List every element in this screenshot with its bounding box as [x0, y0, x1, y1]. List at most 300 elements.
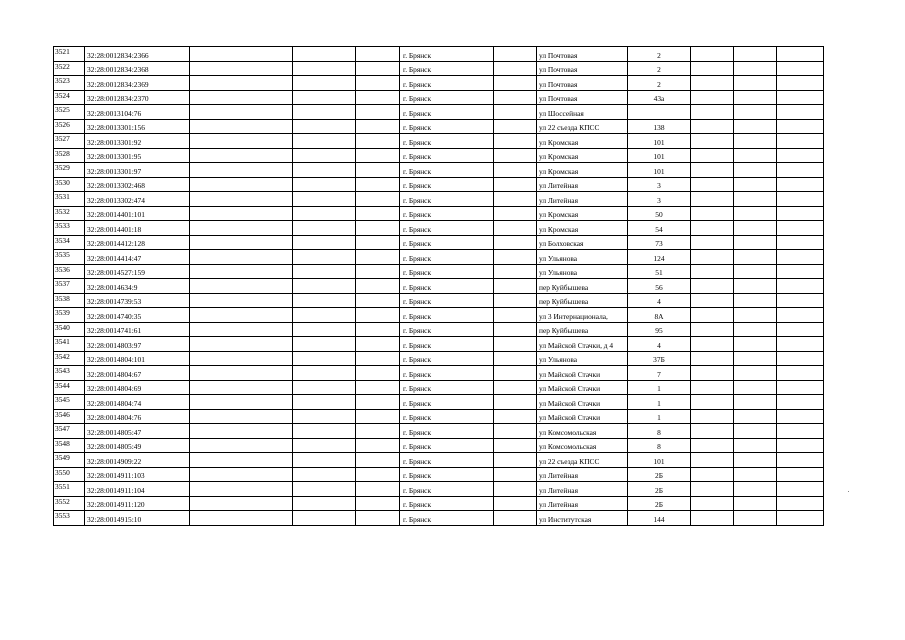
empty-cell — [691, 424, 734, 439]
empty-cell — [356, 395, 400, 410]
house-number: 43а — [628, 90, 691, 105]
table-row — [54, 76, 824, 91]
empty-cell — [293, 482, 356, 497]
locality: г. Брянск — [400, 453, 494, 468]
empty-cell — [777, 409, 824, 424]
cadastral-number: 32:28:0013302:474 — [85, 192, 190, 207]
empty-cell — [734, 206, 777, 221]
cadastral-number: 32:28:0014804:74 — [85, 395, 190, 410]
empty-cell — [691, 337, 734, 352]
empty-cell — [356, 250, 400, 265]
house-number: 73 — [628, 235, 691, 250]
empty-cell — [190, 61, 293, 76]
cadastral-number: 32:28:0014739:53 — [85, 293, 190, 308]
empty-cell — [691, 511, 734, 526]
empty-cell — [293, 221, 356, 236]
cadastral-number: 32:28:0014634:9 — [85, 279, 190, 294]
empty-cell — [190, 119, 293, 134]
empty-cell — [777, 105, 824, 120]
table-row — [54, 148, 824, 163]
locality: г. Брянск — [400, 424, 494, 439]
street: ул Комсомольская — [537, 438, 628, 453]
table-row — [54, 380, 824, 395]
locality: г. Брянск — [400, 293, 494, 308]
empty-cell — [777, 148, 824, 163]
locality: г. Брянск — [400, 395, 494, 410]
row-number: 3542 — [54, 351, 85, 366]
street: ул Ульянова — [537, 250, 628, 265]
cadastral-number: 32:28:0014911:103 — [85, 467, 190, 482]
table-row — [54, 322, 824, 337]
row-number: 3530 — [54, 177, 85, 192]
table-row — [54, 366, 824, 381]
empty-cell — [777, 351, 824, 366]
row-number: 3526 — [54, 119, 85, 134]
table-row — [54, 453, 824, 468]
house-number: 56 — [628, 279, 691, 294]
empty-cell — [691, 177, 734, 192]
empty-cell — [356, 279, 400, 294]
empty-cell — [293, 293, 356, 308]
table-row — [54, 134, 824, 149]
empty-cell — [190, 105, 293, 120]
house-number: 7 — [628, 366, 691, 381]
empty-cell — [494, 206, 537, 221]
empty-cell — [356, 380, 400, 395]
table-row — [54, 47, 824, 62]
empty-cell — [734, 105, 777, 120]
empty-cell — [293, 496, 356, 511]
table-row — [54, 409, 824, 424]
empty-cell — [734, 264, 777, 279]
table-row — [54, 221, 824, 236]
empty-cell — [356, 47, 400, 62]
empty-cell — [494, 322, 537, 337]
house-number: 2 — [628, 47, 691, 62]
empty-cell — [293, 206, 356, 221]
table-row — [54, 90, 824, 105]
empty-cell — [190, 424, 293, 439]
empty-cell — [190, 395, 293, 410]
empty-cell — [293, 235, 356, 250]
locality: г. Брянск — [400, 337, 494, 352]
empty-cell — [777, 337, 824, 352]
locality: г. Брянск — [400, 264, 494, 279]
empty-cell — [494, 467, 537, 482]
row-number: 3532 — [54, 206, 85, 221]
row-number: 3535 — [54, 250, 85, 265]
empty-cell — [190, 90, 293, 105]
empty-cell — [734, 250, 777, 265]
empty-cell — [691, 453, 734, 468]
house-number: 138 — [628, 119, 691, 134]
empty-cell — [356, 235, 400, 250]
row-number: 3550 — [54, 467, 85, 482]
empty-cell — [777, 76, 824, 91]
cadastral-number: 32:28:0014803:97 — [85, 337, 190, 352]
empty-cell — [691, 163, 734, 178]
locality: г. Брянск — [400, 61, 494, 76]
empty-cell — [734, 308, 777, 323]
table-row — [54, 293, 824, 308]
table-row — [54, 206, 824, 221]
house-number: 50 — [628, 206, 691, 221]
row-number: 3537 — [54, 279, 85, 294]
locality: г. Брянск — [400, 177, 494, 192]
empty-cell — [494, 235, 537, 250]
empty-cell — [356, 511, 400, 526]
empty-cell — [494, 424, 537, 439]
cadastral-number: 32:28:0013301:156 — [85, 119, 190, 134]
locality: г. Брянск — [400, 351, 494, 366]
house-number: 2Б — [628, 482, 691, 497]
empty-cell — [777, 221, 824, 236]
empty-cell — [293, 395, 356, 410]
table-row — [54, 279, 824, 294]
house-number: 1 — [628, 380, 691, 395]
empty-cell — [494, 148, 537, 163]
house-number: 54 — [628, 221, 691, 236]
empty-cell — [691, 235, 734, 250]
empty-cell — [691, 409, 734, 424]
empty-cell — [190, 337, 293, 352]
house-number: 101 — [628, 148, 691, 163]
empty-cell — [494, 511, 537, 526]
empty-cell — [734, 322, 777, 337]
street: ул Шоссейная — [537, 105, 628, 120]
empty-cell — [734, 409, 777, 424]
empty-cell — [190, 279, 293, 294]
row-number: 3544 — [54, 380, 85, 395]
street: ул 22 съезда КПСС — [537, 453, 628, 468]
empty-cell — [734, 235, 777, 250]
empty-cell — [734, 337, 777, 352]
locality: г. Брянск — [400, 163, 494, 178]
empty-cell — [356, 496, 400, 511]
street: пер Куйбышева — [537, 279, 628, 294]
empty-cell — [293, 337, 356, 352]
street: ул Ульянова — [537, 351, 628, 366]
empty-cell — [190, 192, 293, 207]
empty-cell — [691, 90, 734, 105]
table-row — [54, 308, 824, 323]
empty-cell — [691, 366, 734, 381]
cadastral-number: 32:28:0012834:2369 — [85, 76, 190, 91]
row-number: 3536 — [54, 264, 85, 279]
empty-cell — [494, 293, 537, 308]
empty-cell — [777, 163, 824, 178]
cadastral-number: 32:28:0013104:76 — [85, 105, 190, 120]
empty-cell — [494, 119, 537, 134]
cadastral-number: 32:28:0014804:67 — [85, 366, 190, 381]
empty-cell — [691, 76, 734, 91]
cadastral-number: 32:28:0014805:47 — [85, 424, 190, 439]
empty-cell — [691, 105, 734, 120]
locality: г. Брянск — [400, 511, 494, 526]
empty-cell — [734, 148, 777, 163]
empty-cell — [777, 453, 824, 468]
table-row — [54, 482, 824, 497]
row-number: 3522 — [54, 61, 85, 76]
row-number: 3534 — [54, 235, 85, 250]
empty-cell — [691, 119, 734, 134]
table-row — [54, 105, 824, 120]
empty-cell — [356, 192, 400, 207]
empty-cell — [734, 380, 777, 395]
empty-cell — [356, 148, 400, 163]
empty-cell — [190, 264, 293, 279]
house-number: 101 — [628, 134, 691, 149]
empty-cell — [494, 496, 537, 511]
empty-cell — [734, 395, 777, 410]
empty-cell — [494, 76, 537, 91]
empty-cell — [777, 90, 824, 105]
empty-cell — [777, 134, 824, 149]
empty-cell — [777, 366, 824, 381]
street: ул Кромская — [537, 221, 628, 236]
empty-cell — [293, 61, 356, 76]
street: ул Институтская — [537, 511, 628, 526]
street: ул Литейная — [537, 467, 628, 482]
street: ул Литейная — [537, 482, 628, 497]
empty-cell — [356, 90, 400, 105]
empty-cell — [777, 322, 824, 337]
street: ул Кромская — [537, 206, 628, 221]
cadastral-number: 32:28:0012834:2368 — [85, 61, 190, 76]
empty-cell — [356, 119, 400, 134]
house-number: 8 — [628, 438, 691, 453]
house-number: 8 — [628, 424, 691, 439]
empty-cell — [190, 482, 293, 497]
table-row — [54, 395, 824, 410]
empty-cell — [734, 163, 777, 178]
empty-cell — [494, 337, 537, 352]
street: ул Майской Стачки — [537, 380, 628, 395]
street: ул Комсомольская — [537, 424, 628, 439]
cadastral-number: 32:28:0014804:101 — [85, 351, 190, 366]
register-body — [54, 47, 824, 526]
table-row — [54, 192, 824, 207]
street: ул Майской Стачки — [537, 366, 628, 381]
house-number: 2Б — [628, 467, 691, 482]
row-number: 3548 — [54, 438, 85, 453]
empty-cell — [356, 206, 400, 221]
empty-cell — [777, 424, 824, 439]
locality: г. Брянск — [400, 279, 494, 294]
empty-cell — [734, 351, 777, 366]
empty-cell — [691, 47, 734, 62]
empty-cell — [691, 279, 734, 294]
empty-cell — [293, 279, 356, 294]
empty-cell — [777, 380, 824, 395]
empty-cell — [356, 482, 400, 497]
empty-cell — [734, 47, 777, 62]
row-number: 3547 — [54, 424, 85, 439]
scan-speck — [848, 491, 849, 492]
empty-cell — [691, 293, 734, 308]
empty-cell — [777, 395, 824, 410]
empty-cell — [777, 279, 824, 294]
row-number: 3543 — [54, 366, 85, 381]
street: ул Почтовая — [537, 47, 628, 62]
register-sheet — [53, 46, 824, 526]
empty-cell — [190, 380, 293, 395]
row-number: 3528 — [54, 148, 85, 163]
empty-cell — [691, 322, 734, 337]
empty-cell — [356, 308, 400, 323]
empty-cell — [356, 163, 400, 178]
empty-cell — [494, 351, 537, 366]
empty-cell — [293, 511, 356, 526]
street: ул Кромская — [537, 148, 628, 163]
locality: г. Брянск — [400, 47, 494, 62]
empty-cell — [777, 47, 824, 62]
empty-cell — [190, 322, 293, 337]
empty-cell — [190, 308, 293, 323]
street: ул 22 съезда КПСС — [537, 119, 628, 134]
property-register-table — [53, 46, 824, 526]
row-number: 3549 — [54, 453, 85, 468]
empty-cell — [734, 119, 777, 134]
empty-cell — [494, 409, 537, 424]
table-row — [54, 163, 824, 178]
empty-cell — [734, 511, 777, 526]
locality: г. Брянск — [400, 221, 494, 236]
empty-cell — [356, 351, 400, 366]
empty-cell — [293, 76, 356, 91]
row-number: 3529 — [54, 163, 85, 178]
empty-cell — [293, 119, 356, 134]
street: ул Майской Стачки — [537, 395, 628, 410]
cadastral-number: 32:28:0013301:95 — [85, 148, 190, 163]
empty-cell — [691, 351, 734, 366]
empty-cell — [734, 424, 777, 439]
empty-cell — [691, 308, 734, 323]
locality: г. Брянск — [400, 235, 494, 250]
house-number: 144 — [628, 511, 691, 526]
row-number: 3546 — [54, 409, 85, 424]
empty-cell — [734, 366, 777, 381]
row-number: 3540 — [54, 322, 85, 337]
empty-cell — [777, 119, 824, 134]
empty-cell — [356, 409, 400, 424]
row-number: 3531 — [54, 192, 85, 207]
empty-cell — [356, 337, 400, 352]
empty-cell — [494, 395, 537, 410]
empty-cell — [777, 250, 824, 265]
house-number: 95 — [628, 322, 691, 337]
empty-cell — [293, 453, 356, 468]
empty-cell — [494, 453, 537, 468]
empty-cell — [494, 380, 537, 395]
street: ул Литейная — [537, 496, 628, 511]
cadastral-number: 32:28:0014805:49 — [85, 438, 190, 453]
row-number: 3539 — [54, 308, 85, 323]
locality: г. Брянск — [400, 322, 494, 337]
house-number: 51 — [628, 264, 691, 279]
empty-cell — [293, 192, 356, 207]
empty-cell — [777, 293, 824, 308]
row-number: 3545 — [54, 395, 85, 410]
row-number: 3523 — [54, 76, 85, 91]
locality: г. Брянск — [400, 119, 494, 134]
house-number: 2 — [628, 61, 691, 76]
cadastral-number: 32:28:0013301:97 — [85, 163, 190, 178]
street: ул Почтовая — [537, 90, 628, 105]
empty-cell — [777, 177, 824, 192]
empty-cell — [356, 264, 400, 279]
empty-cell — [494, 177, 537, 192]
empty-cell — [777, 206, 824, 221]
empty-cell — [494, 90, 537, 105]
empty-cell — [494, 192, 537, 207]
locality: г. Брянск — [400, 134, 494, 149]
empty-cell — [293, 90, 356, 105]
empty-cell — [293, 308, 356, 323]
empty-cell — [691, 496, 734, 511]
empty-cell — [356, 424, 400, 439]
empty-cell — [293, 351, 356, 366]
row-number: 3538 — [54, 293, 85, 308]
empty-cell — [190, 409, 293, 424]
house-number: 2Б — [628, 496, 691, 511]
empty-cell — [691, 438, 734, 453]
empty-cell — [734, 134, 777, 149]
empty-cell — [190, 496, 293, 511]
cadastral-number: 32:28:0014401:101 — [85, 206, 190, 221]
empty-cell — [190, 221, 293, 236]
locality: г. Брянск — [400, 250, 494, 265]
locality: г. Брянск — [400, 380, 494, 395]
house-number: 1 — [628, 409, 691, 424]
row-number: 3524 — [54, 90, 85, 105]
table-row — [54, 351, 824, 366]
empty-cell — [691, 250, 734, 265]
locality: г. Брянск — [400, 206, 494, 221]
empty-cell — [494, 366, 537, 381]
cadastral-number: 32:28:0014401:18 — [85, 221, 190, 236]
empty-cell — [734, 221, 777, 236]
house-number — [628, 105, 691, 120]
empty-cell — [691, 134, 734, 149]
locality: г. Брянск — [400, 148, 494, 163]
empty-cell — [190, 177, 293, 192]
cadastral-number: 32:28:0014741:61 — [85, 322, 190, 337]
cadastral-number: 32:28:0013301:92 — [85, 134, 190, 149]
empty-cell — [494, 482, 537, 497]
empty-cell — [494, 61, 537, 76]
empty-cell — [190, 163, 293, 178]
row-number: 3533 — [54, 221, 85, 236]
cadastral-number: 32:28:0014911:104 — [85, 482, 190, 497]
empty-cell — [734, 177, 777, 192]
empty-cell — [734, 61, 777, 76]
house-number: 4 — [628, 293, 691, 308]
empty-cell — [293, 148, 356, 163]
empty-cell — [494, 221, 537, 236]
locality: г. Брянск — [400, 438, 494, 453]
table-row — [54, 250, 824, 265]
street: ул 3 Интернационала, — [537, 308, 628, 323]
house-number: 101 — [628, 453, 691, 468]
empty-cell — [777, 467, 824, 482]
street: ул Майской Стачки — [537, 409, 628, 424]
table-row — [54, 177, 824, 192]
empty-cell — [734, 90, 777, 105]
empty-cell — [356, 76, 400, 91]
locality: г. Брянск — [400, 482, 494, 497]
empty-cell — [356, 467, 400, 482]
